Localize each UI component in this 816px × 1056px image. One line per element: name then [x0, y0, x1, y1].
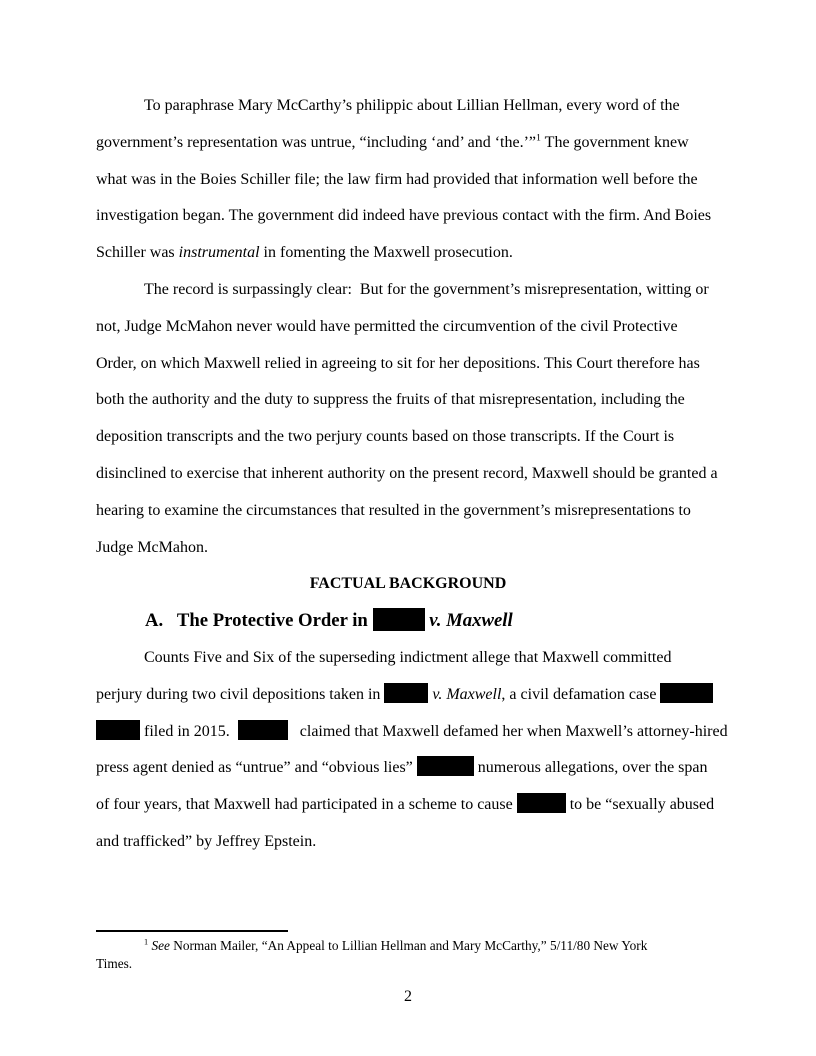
footnote-1	[96, 937, 796, 973]
text-segment: hearing to examine the circumstances that resulted in the government’s misrepresentations to	[96, 501, 691, 519]
document-body	[96, 88, 796, 861]
text-segment: government’s representation was untrue, “including ‘and’ and ‘the.’”	[96, 133, 536, 151]
text-segment: and trafficked” by Jeffrey Epstein.	[96, 832, 317, 850]
text-segment: what was in the Boies Schiller file; the law firm had provided that information well before the	[96, 170, 698, 188]
body-paragraph-2	[96, 272, 796, 566]
text-segment: to be “sexually abused	[565, 796, 715, 814]
text-segment: in fomenting the Maxwell prosecution.	[259, 244, 513, 262]
italic-text-segment: instrumental	[178, 244, 260, 262]
redaction-box	[384, 683, 428, 703]
body-paragraph-3	[96, 640, 796, 861]
section-heading-factual-background: FACTUAL BACKGROUND	[309, 575, 507, 593]
redaction-box	[660, 683, 713, 703]
subsection-heading-a-protective-order	[96, 603, 796, 640]
redaction-box	[238, 720, 288, 740]
text-segment: deposition transcripts and the two perjury counts based on those transcripts. If the Court is	[96, 428, 675, 446]
text-segment: Order, on which Maxwell relied in agreeing to sit for her depositions. This Court therefore has	[96, 354, 700, 372]
redaction-box	[417, 756, 474, 776]
text-segment: The government knew	[540, 133, 689, 151]
italic-text-segment: v. Maxwell	[428, 685, 502, 703]
italic-text-segment: v. Maxwell	[424, 610, 513, 632]
footnote-reference-marker: 1	[536, 132, 541, 144]
text-segment: press agent denied as “untrue” and “obvious lies”	[96, 759, 417, 777]
text-segment: Times.	[96, 956, 133, 971]
text-segment: filed in 2015.	[140, 722, 238, 740]
text-segment: claimed that Maxwell defamed her when Maxwell’s attorney-hired	[287, 722, 728, 740]
redaction-box	[96, 720, 140, 740]
text-segment: of four years, that Maxwell had participated in a scheme to cause	[96, 796, 517, 814]
text-segment: Judge McMahon.	[96, 538, 208, 556]
italic-text-segment: See	[148, 938, 174, 953]
footnote-area	[96, 930, 796, 973]
text-segment: Norman Mailer, “An Appeal to Lillian Hellman and Mary McCarthy,” 5/11/80 New York	[173, 938, 648, 953]
text-segment: numerous allegations, over the span	[473, 759, 708, 777]
text-segment: not, Judge McMahon never would have permitted the circumvention of the civil Protective	[96, 317, 678, 335]
text-segment: perjury during two civil depositions taken in	[96, 685, 385, 703]
text-segment: Counts Five and Six of the superseding indictment allege that Maxwell committed	[144, 648, 672, 666]
text-segment: A. The Protective Order in	[145, 610, 373, 632]
text-segment: disinclined to exercise that inherent authority on the present record, Maxwell should be granted a	[96, 464, 718, 482]
footnote-reference-marker: 1	[144, 937, 149, 947]
text-segment: investigation began. The government did indeed have previous contact with the firm. And Boies	[96, 207, 712, 225]
page-number: 2	[404, 988, 412, 1005]
footnote-separator-rule	[96, 930, 288, 932]
text-segment: Schiller was	[96, 244, 179, 262]
redaction-box	[373, 608, 425, 631]
body-paragraph-1	[96, 88, 796, 272]
text-segment: To paraphrase Mary McCarthy’s philippic about Lillian Hellman, every word of the	[144, 97, 680, 114]
text-segment: The record is surpassingly clear: But for the government’s misrepresentation, witting or	[144, 280, 709, 298]
redaction-box	[517, 793, 566, 813]
text-segment: , a civil defamation case	[501, 685, 661, 703]
text-segment: both the authority and the duty to suppress the fruits of that misrepresentation, including the	[96, 391, 685, 409]
